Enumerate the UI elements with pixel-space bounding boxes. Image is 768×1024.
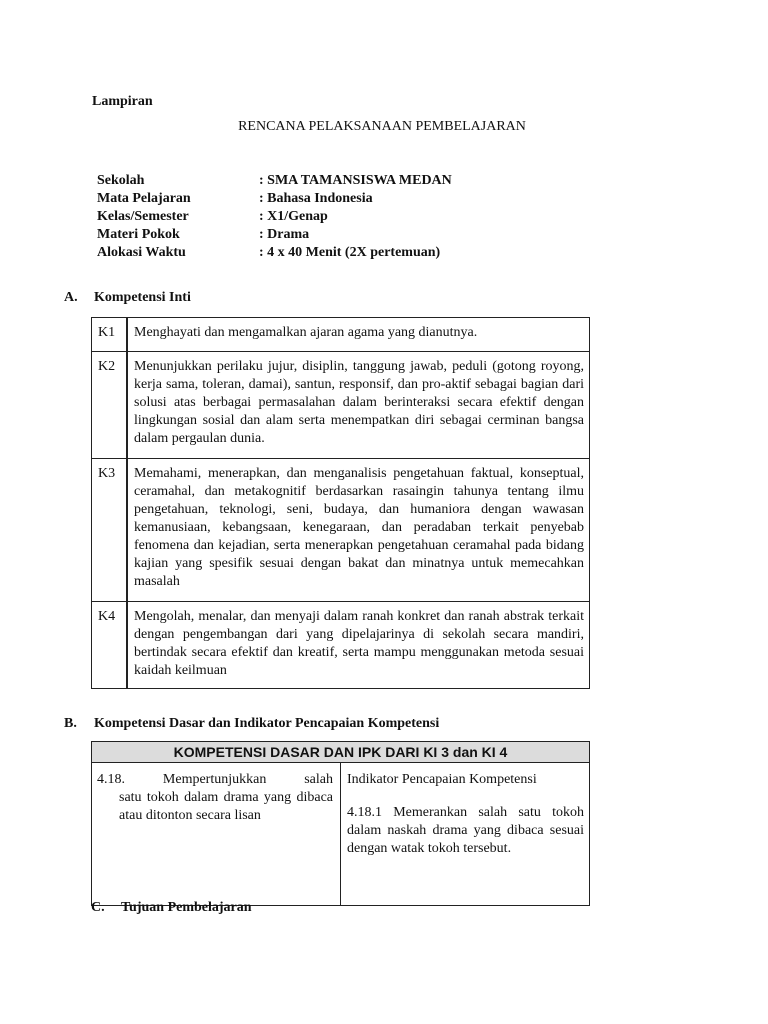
table-row xyxy=(92,318,590,352)
ki-code: K4 xyxy=(92,602,128,689)
section-a-title: Kompetensi Inti xyxy=(94,290,191,305)
table-row xyxy=(92,602,590,689)
ipk-description: 4.18.1 Memerankan salah satu tokoh dalam naskah drama yang dibaca sesuai dengan watak tokoh tersebut. xyxy=(347,805,584,856)
ki-description: Menunjukkan perilaku jujur, disiplin, tanggung jawab, peduli (gotong royong, kerja sama, toleran, damai), santun, responsif, dan pro-aktif sebagai bagian dari solusi atas berbagai permasalahan dalam berinteraksi secara efektif dengan lingkungan sosial dan alam serta menempatkan diri sebagai cerminan bangsa dalam pergaulan dunia. xyxy=(127,352,590,459)
section-b-title: Kompetensi Dasar dan Indikator Pencapaian Kompetensi xyxy=(94,716,440,731)
info-label-mata-pelajaran: Mata Pelajaran xyxy=(97,191,191,206)
document-title: RENCANA PELAKSANAAN PEMBELAJARAN xyxy=(238,119,526,134)
section-c-title: Tujuan Pembelajaran xyxy=(121,900,252,915)
section-a-letter: A. xyxy=(64,290,78,305)
ki-description: Mengolah, menalar, dan menyaji dalam ranah konkret dan ranah abstrak terkait dengan pengembangan dari yang dipelajarinya di sekolah secara mandiri, bertindak secara efektif dan kreatif, serta mampu menggunakan metoda sesuai kaidah keilmuan xyxy=(127,602,590,689)
ki-code: K3 xyxy=(92,459,128,602)
kd-table-header: KOMPETENSI DASAR DAN IPK DARI KI 3 dan KI 4 xyxy=(92,742,590,763)
lampiran-label: Lampiran xyxy=(92,94,153,109)
section-c-letter: C. xyxy=(91,900,105,915)
ki-description: Memahami, menerapkan, dan menganalisis pengetahuan faktual, konseptual, ceramahal, dan metakognitif berdasarkan rasaingin tahunya tentang ilmu pengetahuan, teknologi, seni, budaya, dan humaniora dengan wawasan kemanusiaan, kebangsaan, kenegaraan, dan peradaban terkait penyebab fenomena dan kejadian, serta menerapkan pengetahuan ceramahal pada bidang kajian yang spesifik sesuai dengan bakat dan minatnya untuk memecahkan masalah xyxy=(127,459,590,602)
info-value-sekolah: : SMA TAMANSISWA MEDAN xyxy=(259,173,452,188)
kompetensi-dasar-table xyxy=(91,741,590,906)
table-header-row xyxy=(92,742,590,763)
table-row xyxy=(92,352,590,459)
ipk-title: Indikator Pencapaian Kompetensi xyxy=(347,772,537,787)
info-value-materi-pokok: : Drama xyxy=(259,227,310,242)
info-label-kelas-semester: Kelas/Semester xyxy=(97,209,189,224)
info-value-alokasi-waktu: : 4 x 40 Menit (2X pertemuan) xyxy=(259,245,441,260)
ki-description: Menghayati dan mengamalkan ajaran agama yang dianutnya. xyxy=(127,318,590,352)
info-label-sekolah: Sekolah xyxy=(97,173,145,188)
kd-cell xyxy=(92,763,341,906)
section-b-letter: B. xyxy=(64,716,77,731)
table-row xyxy=(92,763,590,906)
info-value-mata-pelajaran: : Bahasa Indonesia xyxy=(259,191,373,206)
kompetensi-inti-table xyxy=(91,317,590,689)
table-row xyxy=(92,459,590,602)
ki-code: K1 xyxy=(92,318,128,352)
ipk-cell xyxy=(341,763,590,906)
info-label-materi-pokok: Materi Pokok xyxy=(97,227,180,242)
info-value-kelas-semester: : X1/Genap xyxy=(259,209,328,224)
info-label-alokasi-waktu: Alokasi Waktu xyxy=(97,245,186,260)
kd-number-line: 4.18. Mempertunjukkan salah xyxy=(97,772,333,787)
ki-code: K2 xyxy=(92,352,128,459)
kd-description: satu tokoh dalam drama yang dibaca atau ditonton secara lisan xyxy=(119,790,333,823)
